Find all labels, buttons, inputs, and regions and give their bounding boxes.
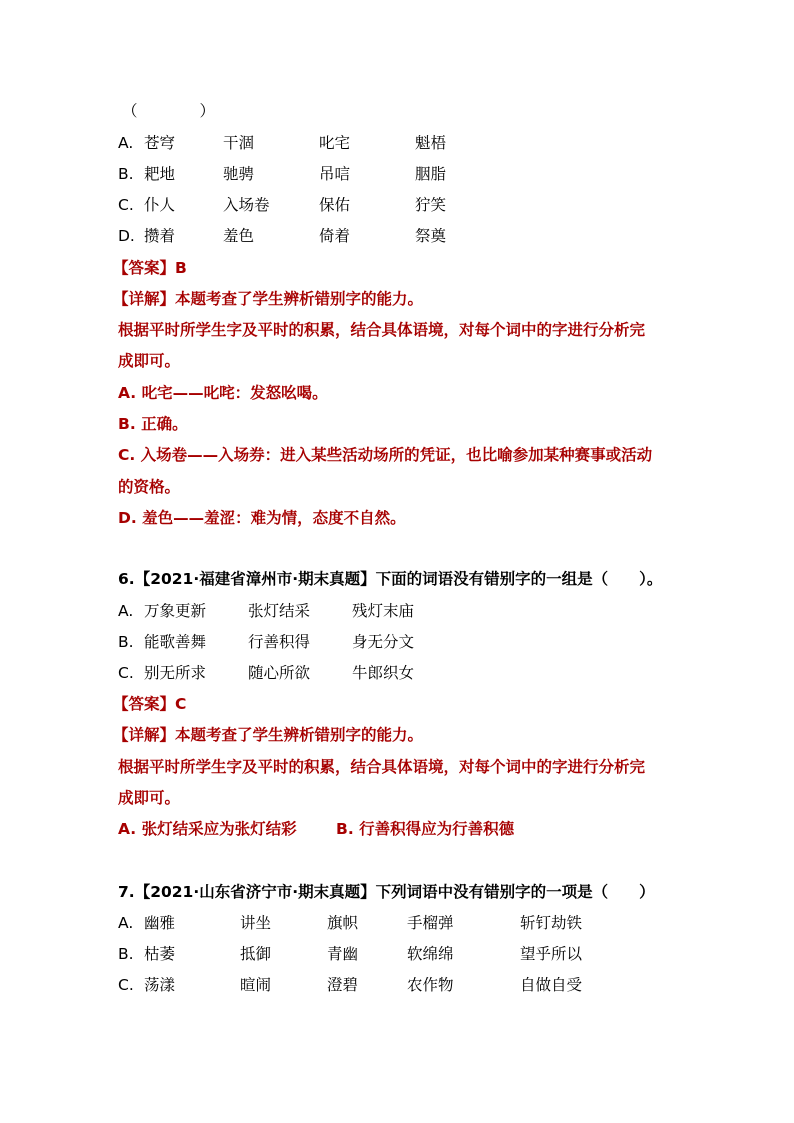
- option-label: C.: [118, 976, 134, 994]
- q5-detail-line: A. 叱宅——叱咤：发怒吆喝。: [118, 384, 328, 402]
- option-word: 万象更新: [144, 602, 207, 620]
- q5-detail-line: 的资格。: [118, 478, 181, 496]
- q5-answer: [113, 256, 187, 280]
- option-word: 农作物: [407, 976, 454, 994]
- q5-detail-line: 根据平时所学生字及平时的积累，结合具体语境，对每个词中的字进行分析完: [118, 321, 646, 339]
- q6-stem: [118, 567, 662, 591]
- q5-detail-line: D. 羞色——羞涩：难为情，态度不自然。: [118, 509, 406, 527]
- q5-answer-parentheses: （ ）: [122, 102, 216, 120]
- option-word: 讲坐: [240, 914, 272, 932]
- option-word: 暄闹: [240, 976, 272, 994]
- option-word: 青幽: [327, 945, 359, 963]
- option-word: 斩钉劫铁: [520, 914, 583, 932]
- q7-stem: [118, 880, 655, 904]
- option-word: 枯萎: [144, 945, 176, 963]
- option-word: 攒着: [144, 227, 176, 245]
- option-word: 幽雅: [144, 914, 176, 932]
- option-word: 羞色: [223, 227, 255, 245]
- option-word: 澄碧: [327, 976, 359, 994]
- option-word: 耙地: [144, 165, 176, 183]
- option-word: 干涸: [223, 134, 255, 152]
- q5-detail-line: C. 入场卷——入场券：进入某些活动场所的凭证，也比喻参加某种赛事或活动: [118, 446, 653, 464]
- option-word: 仆人: [144, 196, 176, 214]
- option-word: 保佑: [319, 196, 351, 214]
- option-word: 自做自受: [520, 976, 583, 994]
- option-word: 牛郎织女: [352, 664, 415, 682]
- option-word: 入场卷: [223, 196, 270, 214]
- option-label: C.: [118, 664, 134, 682]
- answer-tag: 【答案】: [113, 259, 176, 277]
- option-label: A.: [118, 914, 134, 932]
- question-source: 【2021·福建省漳州市·期末真题】: [134, 570, 376, 588]
- q6-detail: [113, 723, 423, 747]
- question-source: 【2021·山东省济宁市·期末真题】: [134, 883, 376, 901]
- option-label: B.: [118, 945, 134, 963]
- detail-tag: 【详解】: [113, 726, 176, 744]
- option-word: 旗帜: [327, 914, 359, 932]
- option-word: 驰骋: [223, 165, 255, 183]
- option-word: 残灯末庙: [352, 602, 415, 620]
- option-word: 抵御: [240, 945, 272, 963]
- question-text: 下面的词语没有错别字的一组是（ ）。: [375, 570, 663, 588]
- q5-detail: [113, 287, 423, 311]
- option-word: 别无所求: [144, 664, 207, 682]
- question-number: 6.: [118, 570, 135, 588]
- option-word: 倚着: [319, 227, 351, 245]
- option-word: 狞笑: [415, 196, 447, 214]
- option-word: 行善积得: [248, 633, 311, 651]
- q6-answer: [113, 692, 186, 716]
- option-word: 随心所欲: [248, 664, 311, 682]
- question-text: 下列词语中没有错别字的一项是（ ）: [375, 883, 655, 901]
- option-word: 苍穹: [144, 134, 176, 152]
- option-label: B.: [118, 633, 134, 651]
- option-word: 荡漾: [144, 976, 176, 994]
- option-word: 吊唁: [319, 165, 351, 183]
- answer-value: B: [175, 259, 187, 277]
- option-word: 能歌善舞: [144, 633, 207, 651]
- correction-a: A. 张灯结采应为张灯结彩: [118, 820, 297, 838]
- question-number: 7.: [118, 883, 135, 901]
- option-word: 身无分文: [352, 633, 415, 651]
- answer-tag: 【答案】: [113, 695, 176, 713]
- correction-b: B. 行善积得应为行善积德: [336, 820, 515, 838]
- option-word: 叱宅: [319, 134, 351, 152]
- answer-value: C: [175, 695, 187, 713]
- option-word: 张灯结采: [248, 602, 311, 620]
- option-word: 胭脂: [415, 165, 447, 183]
- q5-detail-line: 成即可。: [118, 352, 181, 370]
- option-label: B.: [118, 165, 134, 183]
- option-label: A.: [118, 134, 134, 152]
- detail-intro: 本题考查了学生辨析错别字的能力。: [175, 726, 424, 744]
- q6-detail-line: 成即可。: [118, 789, 181, 807]
- option-label: A.: [118, 602, 134, 620]
- option-word: 软绵绵: [407, 945, 454, 963]
- option-word: 手榴弹: [407, 914, 454, 932]
- option-word: 魁梧: [415, 134, 447, 152]
- q6-detail-line: 根据平时所学生字及平时的积累，结合具体语境，对每个词中的字进行分析完: [118, 758, 646, 776]
- q5-detail-line: B. 正确。: [118, 415, 188, 433]
- option-word: 祭奠: [415, 227, 447, 245]
- detail-tag: 【详解】: [113, 290, 176, 308]
- option-label: D.: [118, 227, 135, 245]
- option-word: 望乎所以: [520, 945, 583, 963]
- option-label: C.: [118, 196, 134, 214]
- detail-intro: 本题考查了学生辨析错别字的能力。: [175, 290, 424, 308]
